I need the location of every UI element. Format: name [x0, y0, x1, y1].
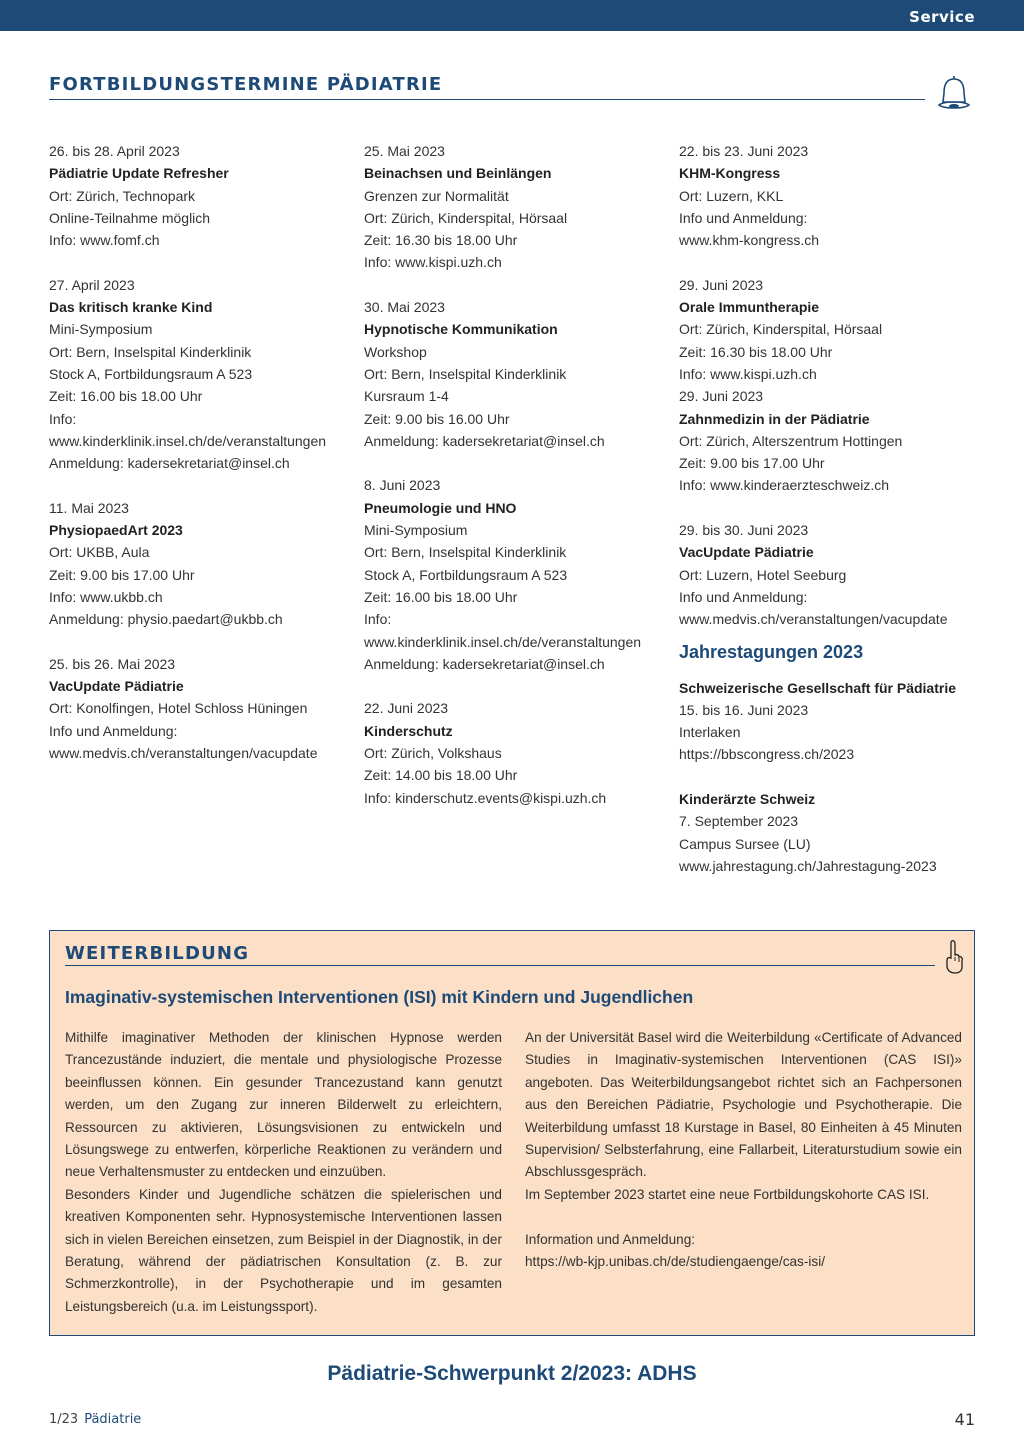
paragraph: An der Universität Basel wird die Weiterbildung «Certificate of Advanced Studies in Imaginativ-systemischen Interventionen (CAS ISI)» angeboten. Das Weiterbildungsangebot richtet sich an Fachpersonen aus den Bereichen Pädiatrie, Psychologie und Psychotherapie. Die Weiterbildung umfasst 18 Kurstage in Basel, 80 Einheiten à 45 Minuten Supervision/ Selbsterfahrung, eine Fallarbeit, Literaturstudium sowie ein Abschlussgespräch.: [525, 1030, 962, 1180]
course-text-right: [525, 1027, 962, 1273]
annual-meeting-entry: [679, 788, 979, 877]
event-detail[interactable]: Anmeldung: kadersekretariat@insel.ch: [364, 655, 605, 672]
event-title: KHM-Kongress: [679, 165, 781, 182]
paragraph: Mithilfe imaginativer Methoden der klinischen Hypnose werden Trancezustände induziert, die mentale und physiologische Prozesse beeinflussen können. Ein gesunder Trancezustand kann genutzt werden, um den Zugang zur inneren Bilderwelt zu erleichtern, Ressourcen zu aktivieren, Lösungsvisionen zu entwickeln und Lösungswege zu entwerfen, körperliche Reaktionen zu verändern und neue Verhaltensmuster zu entdecken und einzuüben.: [65, 1030, 502, 1180]
event-date: 11. Mai 2023: [49, 499, 129, 516]
event-date: 29. Juni 2023: [679, 276, 764, 293]
event-entry: [364, 474, 664, 675]
event-entry: [49, 274, 349, 475]
paragraph: Im September 2023 startet eine neue Fortbildungskohorte CAS ISI.: [525, 1186, 930, 1202]
event-date: 22. bis 23. Juni 2023: [679, 143, 809, 159]
spacer: [49, 474, 349, 496]
annual-meeting-entry: [679, 677, 979, 766]
events-column-3: [679, 140, 979, 877]
event-detail[interactable]: www.khm-kongress.ch: [679, 232, 820, 249]
course-title: Imaginativ-systemischen Interventionen (ISI) mit Kindern und Jugendlichen: [65, 987, 694, 1007]
event-detail[interactable]: Info: www.fomf.ch: [49, 232, 160, 249]
event-detail: Mini-Symposium: [49, 321, 153, 338]
page-footer: [49, 1410, 975, 1430]
event-detail[interactable]: https://bbscongress.ch/2023: [679, 746, 855, 763]
event-detail[interactable]: Info: www.kispi.uzh.ch: [364, 254, 502, 271]
event-title: Beinachsen und Beinlängen: [364, 165, 552, 182]
event-detail: Info und Anmeldung:: [679, 588, 808, 605]
event-detail: Ort: Luzern, Hotel Seeburg: [679, 566, 847, 583]
event-detail: Online-Teilnahme möglich: [49, 209, 211, 226]
event-entry: [49, 653, 349, 764]
event-detail: 29. Juni 2023: [679, 388, 764, 405]
weiterbildung-box: [49, 930, 975, 1336]
event-detail[interactable]: www.jahrestagung.ch/Jahrestagung-2023: [679, 857, 937, 874]
event-detail[interactable]: www.kinderklinik.insel.ch/de/veranstaltungen: [49, 432, 327, 449]
event-detail: Ort: Bern, Inselspital Kinderklinik: [364, 365, 567, 382]
event-date: 26. bis 28. April 2023: [49, 143, 180, 159]
event-detail: Zeit: 9.00 bis 16.00 Uhr: [364, 410, 510, 427]
paragraph: Besonders Kinder und Jugendliche schätzen die spielerischen und kreativen Komponenten sehr. Hypnosystemische Interventionen lassen sich in vielen Bereichen einsetzen, zum Beispiel in der Diagnostik, in der Beratung, während der pädiatrischen Konsultation (z. B. zur Schmerzkontrolle), in der Psychotherapie und im gesamten Leistungsbereich (u.a. im Leistungssport).: [65, 1186, 502, 1314]
event-title: Kinderschutz: [364, 722, 453, 739]
event-detail: Ort: Bern, Inselspital Kinderklinik: [364, 544, 567, 561]
event-detail: Ort: Luzern, KKL: [679, 187, 784, 204]
event-detail: Info:: [49, 410, 77, 427]
event-detail[interactable]: Info: www.ukbb.ch: [49, 588, 163, 605]
event-entry: [679, 140, 979, 251]
event-detail: 7. September 2023: [679, 813, 799, 830]
section-heading: [49, 74, 925, 100]
spacer: [525, 1206, 962, 1228]
event-detail: Zeit: 9.00 bis 17.00 Uhr: [679, 455, 825, 472]
section-title: FORTBILDUNGSTERMINE PÄDIATRIE: [49, 74, 443, 95]
event-detail: Kursraum 1-4: [364, 388, 449, 405]
event-detail[interactable]: www.medvis.ch/veranstaltungen/vacupdate: [49, 745, 318, 762]
event-detail: Info und Anmeldung:: [49, 722, 178, 739]
event-detail[interactable]: Info: www.kinderaerzteschweiz.ch: [679, 477, 890, 494]
event-title: Zahnmedizin in der Pädiatrie: [679, 410, 870, 427]
event-date: 25. bis 26. Mai 2023: [49, 655, 176, 672]
event-detail: Stock A, Fortbildungsraum A 523: [364, 566, 568, 583]
event-title: Das kritisch kranke Kind: [49, 299, 213, 316]
event-date: 22. Juni 2023: [364, 700, 449, 717]
event-entry: [679, 519, 979, 630]
event-detail: Zeit: 16.00 bis 18.00 Uhr: [49, 388, 203, 405]
event-detail[interactable]: Info: kinderschutz.events@kispi.uzh.ch: [364, 789, 607, 806]
event-title: Pädiatrie Update Refresher: [49, 165, 229, 182]
event-detail: Zeit: 16.30 bis 18.00 Uhr: [364, 232, 518, 249]
magazine-name: Pädiatrie: [84, 1412, 142, 1427]
event-title: PhysiopaedArt 2023: [49, 522, 183, 539]
event-detail: Zeit: 16.00 bis 18.00 Uhr: [364, 588, 518, 605]
event-detail: Ort: Konolfingen, Hotel Schloss Hüningen: [49, 700, 308, 717]
event-detail: Ort: Zürich, Volkshaus: [364, 745, 502, 762]
footer-issue: [49, 1412, 141, 1427]
spacer: [49, 631, 349, 653]
event-detail[interactable]: www.medvis.ch/veranstaltungen/vacupdate: [679, 611, 948, 628]
event-entry: [364, 140, 664, 274]
event-date: 30. Mai 2023: [364, 299, 445, 316]
event-detail[interactable]: www.kinderklinik.insel.ch/de/veranstaltungen: [364, 633, 642, 650]
event-detail: Mini-Symposium: [364, 522, 468, 539]
spacer: [364, 274, 664, 296]
spacer: [679, 766, 979, 788]
info-label: Information und Anmeldung:: [525, 1231, 696, 1247]
event-entry: [364, 697, 664, 808]
pointing-hand-icon: [943, 939, 965, 975]
top-bar: [0, 0, 1024, 31]
event-entry: [49, 497, 349, 631]
annual-meetings-heading: Jahrestagungen 2023: [679, 641, 864, 662]
event-detail[interactable]: Anmeldung: physio.paedart@ukbb.ch: [49, 611, 283, 628]
event-detail: Zeit: 14.00 bis 18.00 Uhr: [364, 767, 518, 784]
event-detail: Stock A, Fortbildungsraum A 523: [49, 365, 253, 382]
event-entry: [49, 140, 349, 251]
event-detail: 15. bis 16. Juni 2023: [679, 701, 809, 718]
event-detail: Grenzen zur Normalität: [364, 187, 509, 204]
event-detail: Ort: Zürich, Kinderspital, Hörsaal: [364, 209, 568, 226]
event-detail: Workshop: [364, 343, 427, 360]
focus-announcement: Pädiatrie-Schwerpunkt 2/2023: ADHS: [327, 1362, 697, 1385]
events-column-1: [49, 140, 349, 764]
event-detail: Ort: Zürich, Kinderspital, Hörsaal: [679, 321, 883, 338]
event-detail[interactable]: Anmeldung: kadersekretariat@insel.ch: [49, 455, 290, 472]
event-date: 27. April 2023: [49, 276, 135, 293]
event-detail[interactable]: Anmeldung: kadersekretariat@insel.ch: [364, 432, 605, 449]
event-date: 25. Mai 2023: [364, 143, 445, 159]
event-detail: Zeit: 9.00 bis 17.00 Uhr: [49, 566, 195, 583]
spacer: [364, 675, 664, 697]
info-link[interactable]: https://wb-kjp.unibas.ch/de/studiengaenge/cas-isi/: [525, 1254, 825, 1270]
event-detail: Info:: [364, 611, 392, 628]
spacer: [364, 452, 664, 474]
event-date: 8. Juni 2023: [364, 477, 441, 494]
spacer: [49, 251, 349, 273]
events-column-2: [364, 140, 664, 809]
event-title: VacUpdate Pädiatrie: [49, 678, 184, 695]
event-entry: [679, 274, 979, 497]
section-tag: Service: [909, 8, 975, 26]
event-title: Pneumologie und HNO: [364, 499, 517, 516]
event-date: 29. bis 30. Juni 2023: [679, 522, 809, 539]
event-detail: Ort: Zürich, Technopark: [49, 187, 196, 204]
course-text-left: [65, 1027, 502, 1318]
event-detail: Ort: UKBB, Aula: [49, 544, 150, 561]
event-detail: Zeit: 16.30 bis 18.00 Uhr: [679, 343, 833, 360]
event-detail: Info und Anmeldung:: [679, 209, 808, 226]
event-title: Kinderärzte Schweiz: [679, 791, 816, 808]
event-title: Orale Immuntherapie: [679, 299, 820, 316]
event-detail: Campus Sursee (LU): [679, 835, 811, 852]
bell-icon: [934, 72, 974, 112]
event-entry: [364, 296, 664, 452]
page-number: 41: [954, 1410, 975, 1429]
event-detail: Ort: Zürich, Alterszentrum Hottingen: [679, 432, 903, 449]
issue-number: 1/23: [49, 1412, 79, 1427]
spacer: [679, 251, 979, 273]
weiterbildung-title: WEITERBILDUNG: [65, 943, 250, 964]
event-detail: Ort: Bern, Inselspital Kinderklinik: [49, 343, 252, 360]
event-detail: Interlaken: [679, 724, 741, 741]
event-title: Hypnotische Kommunikation: [364, 321, 558, 338]
weiterbildung-heading: [65, 943, 935, 966]
event-detail[interactable]: Info: www.kispi.uzh.ch: [679, 365, 817, 382]
spacer: [679, 497, 979, 519]
event-title: Schweizerische Gesellschaft für Pädiatrie: [679, 679, 957, 696]
event-title: VacUpdate Pädiatrie: [679, 544, 814, 561]
